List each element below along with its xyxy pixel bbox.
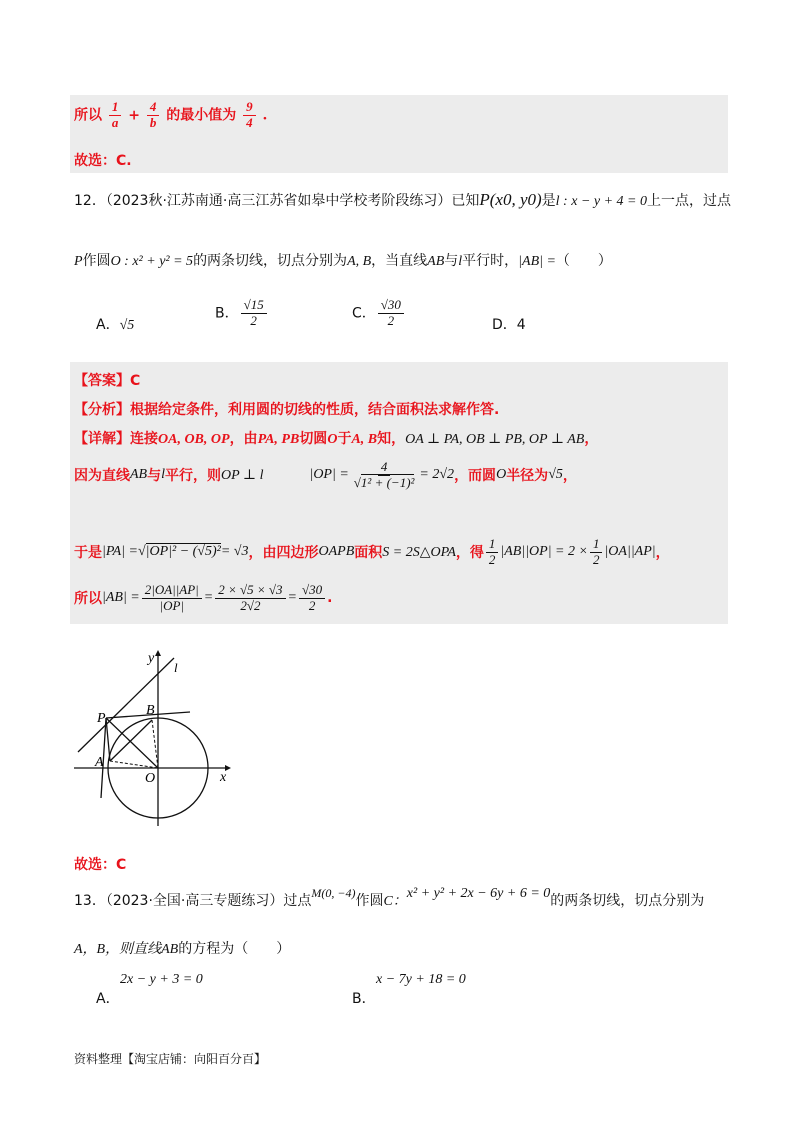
frac-4-b: $\frac{4}{b}$ bbox=[147, 100, 160, 131]
tangent-figure bbox=[70, 648, 232, 834]
q13-option-a[interactable]: 2x − y + 3 = 0 A． bbox=[96, 972, 203, 1007]
q12-option-d[interactable]: D．4 bbox=[492, 317, 526, 333]
label-x: x bbox=[220, 770, 227, 785]
label-b: B bbox=[146, 703, 155, 718]
q11-conclusion: 所以 $\frac{1}{a}$ + $\frac{4}{b}$ 的最小值为 $\frac{9}{4}$ . bbox=[74, 99, 268, 130]
frac-9-4: $\frac{9}{4}$ bbox=[243, 100, 256, 131]
q13-option-b[interactable]: x − 7y + 18 = 0 B． bbox=[352, 972, 466, 1007]
label-y: y bbox=[148, 651, 155, 666]
q11-choice: 故选：C. bbox=[74, 153, 132, 169]
q12-option-b[interactable]: B． $\frac{√15}{2}$ bbox=[215, 298, 269, 329]
detail-line4: 所以 |AB| = $\frac{2|OA||AP|}{|OP|}$ = $\frac{2 \times √5 \times √3}{2√2}$ = $\frac{√30}{2}$ . bbox=[74, 582, 333, 613]
label-p: P bbox=[97, 711, 106, 726]
footer: 资料整理【淘宝店铺：向阳百分百】 bbox=[74, 1052, 267, 1066]
q13-line1: 13．（2023·全国·高三专题练习）过点M(0, −4)作圆C：x² + y² + 2x − 6y + 6 = 0的两条切线，切点分别为 bbox=[74, 886, 705, 909]
answer-label: 【答案】C bbox=[74, 373, 141, 389]
label-a: A bbox=[95, 755, 104, 770]
q12-choice: 故选：C bbox=[74, 857, 127, 873]
detail-line2: 因为直线 AB 与 l 平行，则 OP ⊥ l |OP| = $\frac{4}{\text{√1² + (−1)²}}$ = 2√2 ，而圆 O 半径为 √5 ， bbox=[74, 459, 577, 490]
label-l: l bbox=[174, 660, 178, 675]
label-o: O bbox=[145, 771, 156, 786]
detail-line1: 【详解】连接OA, OB, OP，由PA, PB切圆O于A, B知，OA ⊥ PA, OB ⊥ PB, OP ⊥ AB， bbox=[74, 431, 599, 447]
q12-option-a[interactable]: A．√5 bbox=[96, 317, 135, 333]
q13-line2: A，B，则直线AB的方程为（ ） bbox=[74, 941, 291, 957]
frac-1-a: $\frac{1}{a}$ bbox=[109, 100, 122, 131]
analysis: 【分析】根据给定条件，利用圆的切线的性质，结合面积法求解作答. bbox=[74, 402, 500, 418]
detail-line3: 于是 |PA| = √|OP|² − (√5)² = √3 ，由四边形 OAPB 面积 S = 2S△OPA ，得 $\frac{1}{2}$ |AB||OP| = 2 × $\frac{1}{2}$ |OA||AP| ， bbox=[74, 536, 670, 567]
figure-background bbox=[70, 648, 232, 834]
q12-line1: 12．（2023秋·江苏南通·高三江苏省如皋中学校考阶段练习）已知P(x0, y0)是l : x − y + 4 = 0上一点，过点 bbox=[74, 190, 731, 209]
q12-line2: P作圆O : x² + y² = 5的两条切线，切点分别为A, B，当直线AB与l平行时，|AB| =（ ） bbox=[74, 253, 612, 269]
q12-option-c[interactable]: C． $\frac{√30}{2}$ bbox=[352, 298, 406, 329]
